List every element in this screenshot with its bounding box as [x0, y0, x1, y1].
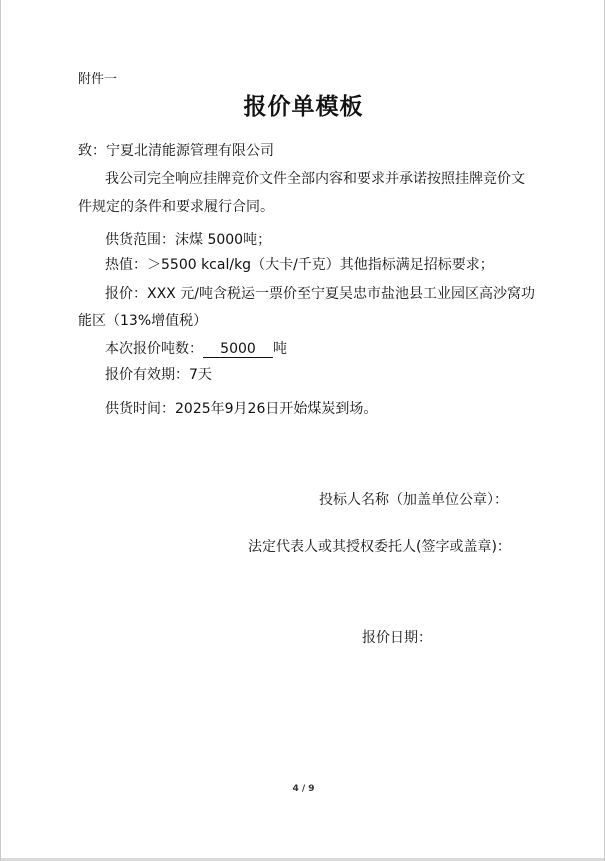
quantity-label: 本次报价吨数： [105, 341, 203, 357]
legal-representative-label: 法定代表人或其授权委托人(签字或盖章)： [248, 539, 511, 555]
quote-quantity [105, 340, 287, 358]
page-number: 4 / 9 [292, 784, 315, 794]
attachment-label: 附件一 [78, 72, 118, 87]
document-title: 报价单模板 [243, 93, 364, 120]
price-line2: 能区（13%增值税） [78, 313, 208, 329]
supply-scope: 供货范围：沫煤 5000吨； [105, 232, 272, 248]
supply-time: 供货时间：2025年9月26日开始煤炭到场。 [105, 401, 378, 417]
document-page [1, 0, 605, 861]
quote-date-label: 报价日期： [362, 630, 432, 646]
heat-value: 热值：＞5500 kcal/kg（大卡/千克）其他指标满足招标要求； [105, 257, 494, 273]
quote-validity: 报价有效期：7天 [105, 367, 212, 383]
quantity-value: 5000 [203, 341, 273, 358]
bidder-name-label: 投标人名称（加盖单位公章）： [319, 492, 508, 508]
commitment-paragraph-line1: 我公司完全响应挂牌竞价文件全部内容和要求并承诺按照挂牌竞价文 [105, 171, 525, 187]
quantity-unit: 吨 [273, 341, 287, 357]
commitment-paragraph-line2: 件规定的条件和要求履行合同。 [78, 199, 274, 215]
addressee: 致：宁夏北清能源管理有限公司 [78, 143, 274, 159]
price-line1: 报价：XXX 元/吨含税运一票价至宁夏吴忠市盐池县工业园区高沙窝功 [105, 286, 535, 302]
